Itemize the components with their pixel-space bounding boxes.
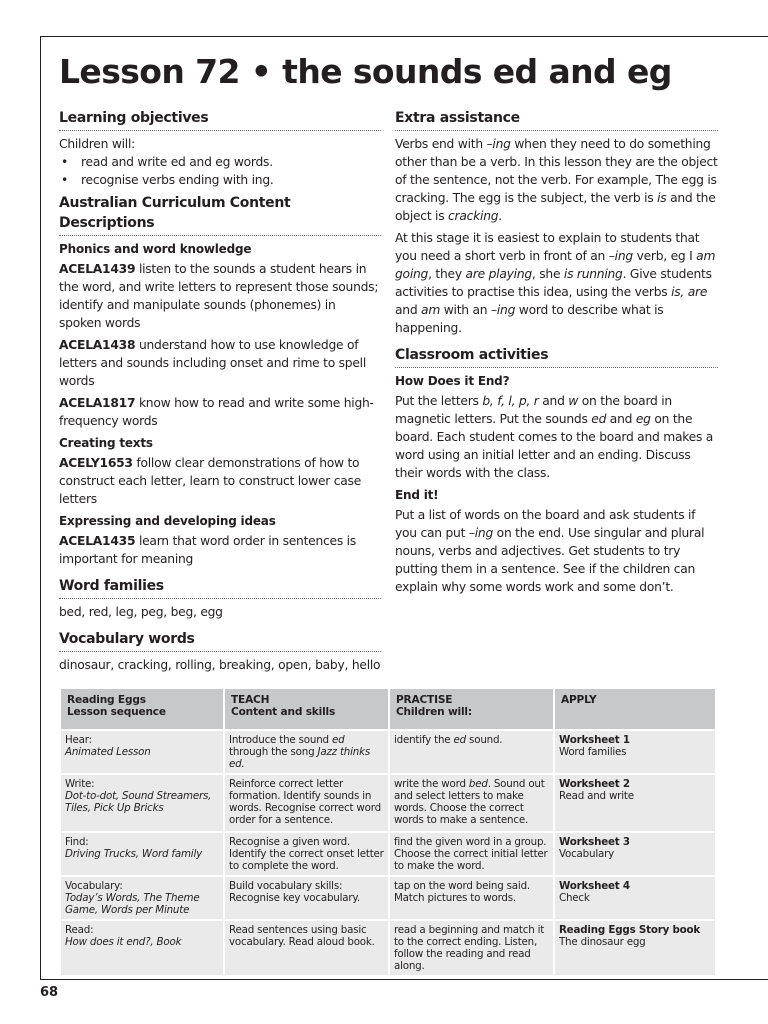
text-run: find the given word in a group. Choose the correct initial letter to make the word. bbox=[393, 836, 548, 872]
curriculum-text: listen to the sounds a student hears in the word, and write letters to represent those sounds; identify and manipulate sounds (phonemes) in spoken words bbox=[59, 262, 379, 330]
text-run: Vocabulary bbox=[558, 848, 615, 860]
text-run: Dot-to-dot, Sound Streamers, Tiles, Pick Up Bricks bbox=[65, 790, 212, 814]
text-run: and bbox=[395, 303, 422, 317]
table-cell bbox=[555, 919, 715, 975]
text-run: tap on the word being said. Match pictures to words. bbox=[393, 880, 530, 904]
header-line: PRACTISE bbox=[395, 694, 453, 706]
text-run: and the object is bbox=[395, 191, 716, 223]
text-run: identify the bbox=[393, 734, 454, 746]
text-run: b, f, l, p, r bbox=[482, 394, 539, 408]
curriculum-subheading: Phonics and word knowledge bbox=[59, 242, 252, 256]
text-run: is bbox=[657, 191, 667, 205]
text-run: Reading Eggs Story book bbox=[558, 924, 701, 936]
table-cell bbox=[61, 831, 223, 875]
text-run: ed bbox=[591, 412, 607, 426]
text-run: is running bbox=[563, 267, 623, 281]
text-run: Worksheet 4 bbox=[558, 880, 630, 892]
header-reading-eggs bbox=[61, 689, 223, 729]
title-sound-eg: eg bbox=[626, 52, 672, 91]
objectives-heading: Learning objectives bbox=[59, 108, 381, 131]
curriculum-code: ACELA1817 bbox=[59, 396, 136, 410]
right-column bbox=[395, 108, 718, 600]
word-families-heading: Word families bbox=[59, 576, 381, 599]
table-cell bbox=[225, 773, 388, 831]
text-run: on the board. Each student comes to the board and makes a word using an initial letter and an ending. Discuss their words with the class. bbox=[395, 412, 714, 480]
header-line: Reading Eggs bbox=[67, 694, 146, 706]
objective-item: • recognise verbs ending with ing. bbox=[59, 171, 381, 189]
curriculum-entry bbox=[59, 394, 381, 430]
table-cell bbox=[555, 729, 715, 773]
text-run: are playing bbox=[465, 267, 532, 281]
text-run: read a beginning and match it to the correct ending. Listen, follow the reading and read along. bbox=[393, 924, 545, 972]
text-run: with an bbox=[440, 303, 491, 317]
text-run: –ing bbox=[490, 303, 516, 317]
text-run: word to describe what is happening. bbox=[395, 303, 664, 335]
table-cell bbox=[225, 729, 388, 773]
text-run: The dinosaur egg bbox=[558, 936, 646, 948]
table-cell bbox=[225, 831, 388, 875]
text-run: Write: bbox=[65, 778, 95, 790]
curriculum-heading: Australian Curriculum Content Descriptions bbox=[59, 193, 381, 236]
curriculum-code: ACELA1439 bbox=[59, 262, 136, 276]
header-line: Children will: bbox=[395, 706, 472, 718]
word-families-text: bed, red, leg, peg, beg, egg bbox=[59, 605, 223, 619]
page-number: 68 bbox=[40, 985, 59, 1000]
title-prefix: the sounds bbox=[282, 52, 493, 91]
table-cell bbox=[390, 875, 553, 919]
text-run: Today’s Words, The Theme Game, Words per Minute bbox=[65, 892, 200, 916]
text-run: am bbox=[421, 303, 441, 317]
table-cell bbox=[390, 831, 553, 875]
text-run: on the board in magnetic letters. Put the sounds bbox=[395, 394, 672, 426]
curriculum-text: understand how to use knowledge of letters and sounds including onset and rime to spell words bbox=[59, 338, 367, 388]
activity-text bbox=[395, 392, 718, 482]
curriculum-entry bbox=[59, 260, 381, 332]
curriculum-text: follow clear demonstrations of how to construct each letter, learn to construct lower case letters bbox=[59, 456, 362, 506]
table-cell bbox=[225, 875, 388, 919]
text-run: , they bbox=[428, 267, 466, 281]
lesson-number: Lesson 72 bbox=[59, 52, 240, 91]
text-run: Check bbox=[558, 892, 590, 904]
page-title bbox=[59, 50, 672, 94]
curriculum-entry bbox=[59, 336, 381, 390]
text-run: write the word bbox=[393, 778, 469, 790]
text-run: Verbs end with bbox=[395, 137, 487, 151]
table-cell bbox=[61, 729, 223, 773]
table-row bbox=[61, 831, 715, 875]
text-run: when they need to do something other than be a verb. In this lesson they are the object of the sentence, not the verb. For example, The egg is cracking. The egg is the subject, the verb is bbox=[395, 137, 718, 205]
header-apply bbox=[555, 689, 715, 729]
text-run: am going bbox=[395, 249, 716, 281]
vocabulary-heading: Vocabulary words bbox=[59, 629, 381, 652]
header-line: APPLY bbox=[560, 694, 597, 706]
header-line: Content and skills bbox=[231, 706, 336, 718]
text-run: How does it end?, Book bbox=[65, 936, 182, 948]
table-cell bbox=[225, 919, 388, 975]
text-run: –ing bbox=[486, 137, 511, 151]
table-row bbox=[61, 919, 715, 975]
table-row bbox=[61, 729, 715, 773]
text-run: ed bbox=[331, 734, 345, 746]
activity-title: How Does it End? bbox=[395, 374, 510, 388]
table-row bbox=[61, 773, 715, 831]
activity-title: End it! bbox=[395, 488, 439, 502]
table-cell bbox=[61, 773, 223, 831]
vocabulary-text: dinosaur, cracking, rolling, breaking, open, baby, hello bbox=[59, 658, 381, 672]
text-run: Read: bbox=[65, 924, 94, 936]
table-cell bbox=[390, 729, 553, 773]
curriculum-code: ACELA1438 bbox=[59, 338, 136, 352]
extra-paragraph-2 bbox=[395, 229, 718, 337]
text-run: Vocabulary: bbox=[65, 880, 123, 892]
text-run: Recognise a given word. Identify the correct onset letter to complete the word. bbox=[229, 836, 384, 872]
text-run: Put a list of words on the board and ask students if you can put bbox=[395, 508, 696, 540]
text-run: Introduce the sound bbox=[229, 734, 332, 746]
text-run: eg bbox=[635, 412, 651, 426]
text-run: Driving Trucks, Word family bbox=[65, 848, 203, 860]
text-run: At this stage it is easiest to explain to students that you need a short verb in front of an bbox=[395, 231, 700, 263]
table-cell bbox=[390, 773, 553, 831]
objectives-intro: Children will: bbox=[59, 137, 136, 151]
text-run: w bbox=[568, 394, 579, 408]
text-run: Put the letters bbox=[395, 394, 483, 408]
objective-item: • read and write ed and eg words. bbox=[59, 153, 381, 171]
text-run: . bbox=[498, 209, 502, 223]
table-cell bbox=[555, 875, 715, 919]
text-run: bed bbox=[468, 778, 488, 790]
text-run: Animated Lesson bbox=[65, 746, 151, 758]
table-cell bbox=[61, 919, 223, 975]
text-run: –ing bbox=[468, 526, 494, 540]
text-run: verb, eg I bbox=[632, 249, 697, 263]
title-and: and bbox=[537, 52, 627, 91]
extra-assistance-heading: Extra assistance bbox=[395, 108, 718, 131]
text-run: . Give students activities to practise this idea, using the verbs bbox=[395, 267, 712, 299]
objectives-list bbox=[59, 153, 381, 189]
header-line: TEACH bbox=[231, 694, 270, 706]
text-run: ed bbox=[453, 734, 466, 746]
text-run: and bbox=[538, 394, 569, 408]
curriculum-text: learn that word order in sentences is important for meaning bbox=[59, 534, 356, 566]
text-run: cracking bbox=[448, 209, 499, 223]
curriculum-code: ACELY1653 bbox=[59, 456, 133, 470]
left-column bbox=[59, 108, 381, 678]
lesson-sequence-table bbox=[59, 689, 717, 975]
text-run: Worksheet 1 bbox=[558, 734, 630, 746]
curriculum-text: know how to read and write some high-frequency words bbox=[59, 396, 374, 428]
text-run: on the end. Use singular and plural nouns, verbs and adjectives. Get students to try putting them in a sentence. See if the children can explain why some words work and some don’t. bbox=[395, 526, 705, 594]
text-run: , she bbox=[531, 267, 564, 281]
text-run: Reinforce correct letter formation. Identify sounds in words. Recognise correct word order for a sentence. bbox=[229, 778, 381, 826]
header-practise bbox=[390, 689, 553, 729]
table-cell bbox=[61, 875, 223, 919]
header-line: Lesson sequence bbox=[67, 706, 166, 718]
text-run: Worksheet 2 bbox=[558, 778, 630, 790]
table-header-row bbox=[61, 689, 715, 729]
activity-text bbox=[395, 506, 718, 596]
table-cell bbox=[555, 773, 715, 831]
table-cell bbox=[555, 831, 715, 875]
text-run: Word families bbox=[558, 746, 627, 758]
table-row bbox=[61, 875, 715, 919]
text-run: . Sound out and select letters to make words. Choose the correct words to make a sentence. bbox=[393, 778, 545, 826]
text-run: and bbox=[606, 412, 636, 426]
table-cell bbox=[390, 919, 553, 975]
text-run: Read and write bbox=[558, 790, 634, 802]
title-sound-ed: ed bbox=[492, 52, 538, 91]
curriculum-entry bbox=[59, 454, 381, 508]
text-run: Jazz thinks ed. bbox=[229, 746, 371, 770]
text-run: Worksheet 3 bbox=[558, 836, 630, 848]
curriculum-entry bbox=[59, 532, 381, 568]
header-teach bbox=[225, 689, 388, 729]
title-separator: • bbox=[239, 52, 283, 91]
curriculum-subheading: Creating texts bbox=[59, 436, 153, 450]
extra-paragraph-1 bbox=[395, 135, 718, 225]
text-run: Find: bbox=[65, 836, 89, 848]
text-run: sound. bbox=[465, 734, 503, 746]
text-run: Hear: bbox=[65, 734, 92, 746]
curriculum-subheading: Expressing and developing ideas bbox=[59, 514, 276, 528]
text-run: through the song bbox=[229, 746, 318, 758]
text-run: Read sentences using basic vocabulary. Read aloud book. bbox=[229, 924, 375, 948]
text-run: is, are bbox=[671, 285, 708, 299]
curriculum-code: ACELA1435 bbox=[59, 534, 136, 548]
classroom-activities-heading: Classroom activities bbox=[395, 345, 718, 368]
text-run: Build vocabulary skills: Recognise key vocabulary. bbox=[229, 880, 360, 904]
text-run: –ing bbox=[608, 249, 633, 263]
